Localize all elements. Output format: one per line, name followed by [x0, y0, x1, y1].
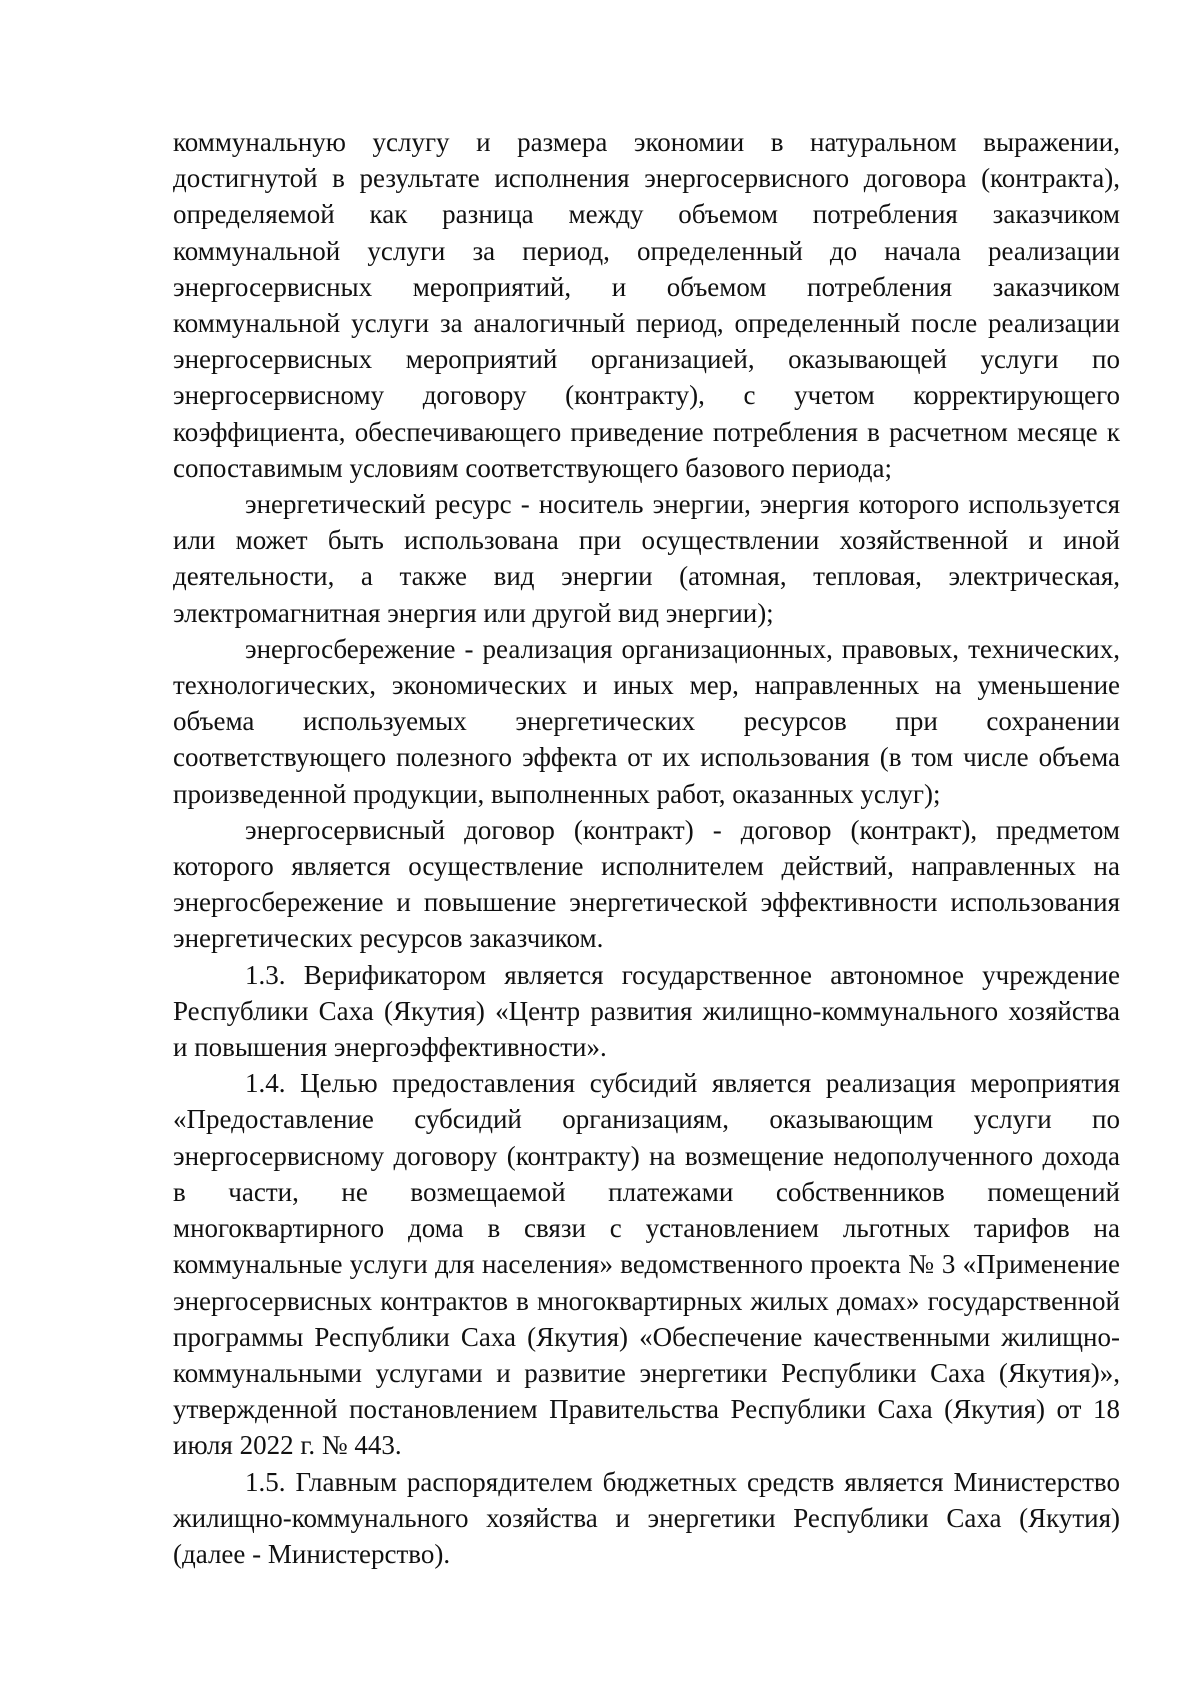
paragraph-continuation: коммунальную услугу и размера экономии в натуральном выражении, достигнутой в результате исполнения энергосервисного договора (контракта), определяемой как разница между объемом потребления заказчиком коммунальной услуги за период, определенный до начала реализации энергосервисных мероприятий, и объемом потребления заказчиком коммунальной услуги за аналогичный период, определенный после реализации энергосервисных мероприятий организацией, оказывающей услуги по энергосервисному договору (контракту), с учетом корректирующего коэффициента, обеспечивающего приведение потребления в расчетном месяце к сопоставимым условиям соответствующего базового периода; — [173, 127, 1120, 483]
paragraph-energy-saving: энергосбережение - реализация организационных, правовых, технических, технологических, экономических и иных мер, направленных на уменьшение объема используемых энергетических ресурсов при сохранении соответствующего полезного эффекта от их использования (в том числе объема произведенной продукции, выполненных работ, оказанных услуг); — [173, 633, 1120, 809]
paragraph-1-4: 1.4. Целью предоставления субсидий является реализация мероприятия «Предоставление субсидий организациям, оказывающим услуги по энергосервисному договору (контракту) на возмещение недополученного дохода в части, не возмещаемой платежами собственников помещений многоквартирного дома в связи с установлением льготных тарифов на коммунальные услуги для населения» ведомственного проекта № 3 «Применение энергосервисных контрактов в многоквартирных жилых домах» государственной программы Республики Саха (Якутия) «Обеспечение качественными жилищно-коммунальными услугами и развитие энергетики Республики Саха (Якутия)», утвержденной постановлением Правительства Республики Саха (Якутия) от 18 июля 2022 г. № 443. — [173, 1068, 1120, 1461]
paragraph-1-3: 1.3. Верификатором является государственное автономное учреждение Республики Саха (Якутия) «Центр развития жилищно-коммунального хозяйства и повышения энергоэффективности». — [173, 959, 1120, 1063]
paragraph-1-5: 1.5. Главным распорядителем бюджетных средств является Министерство жилищно-коммунального хозяйства и энергетики Республики Саха (Якутия) (далее - Министерство). — [173, 1466, 1120, 1569]
document-page — [173, 124, 1120, 1572]
paragraph-energy-service-contract: энергосервисный договор (контракт) - договор (контракт), предметом которого является осуществление исполнителем действий, направленных на энергосбережение и повышение энергетической эффективности использования энергетических ресурсов заказчиком. — [173, 814, 1120, 954]
paragraph-energy-resource: энергетический ресурс - носитель энергии, энергия которого используется или может быть использована при осуществлении хозяйственной и иной деятельности, а также вид энергии (атомная, тепловая, электрическая, электромагнитная энергия или другой вид энергии); — [173, 489, 1120, 628]
